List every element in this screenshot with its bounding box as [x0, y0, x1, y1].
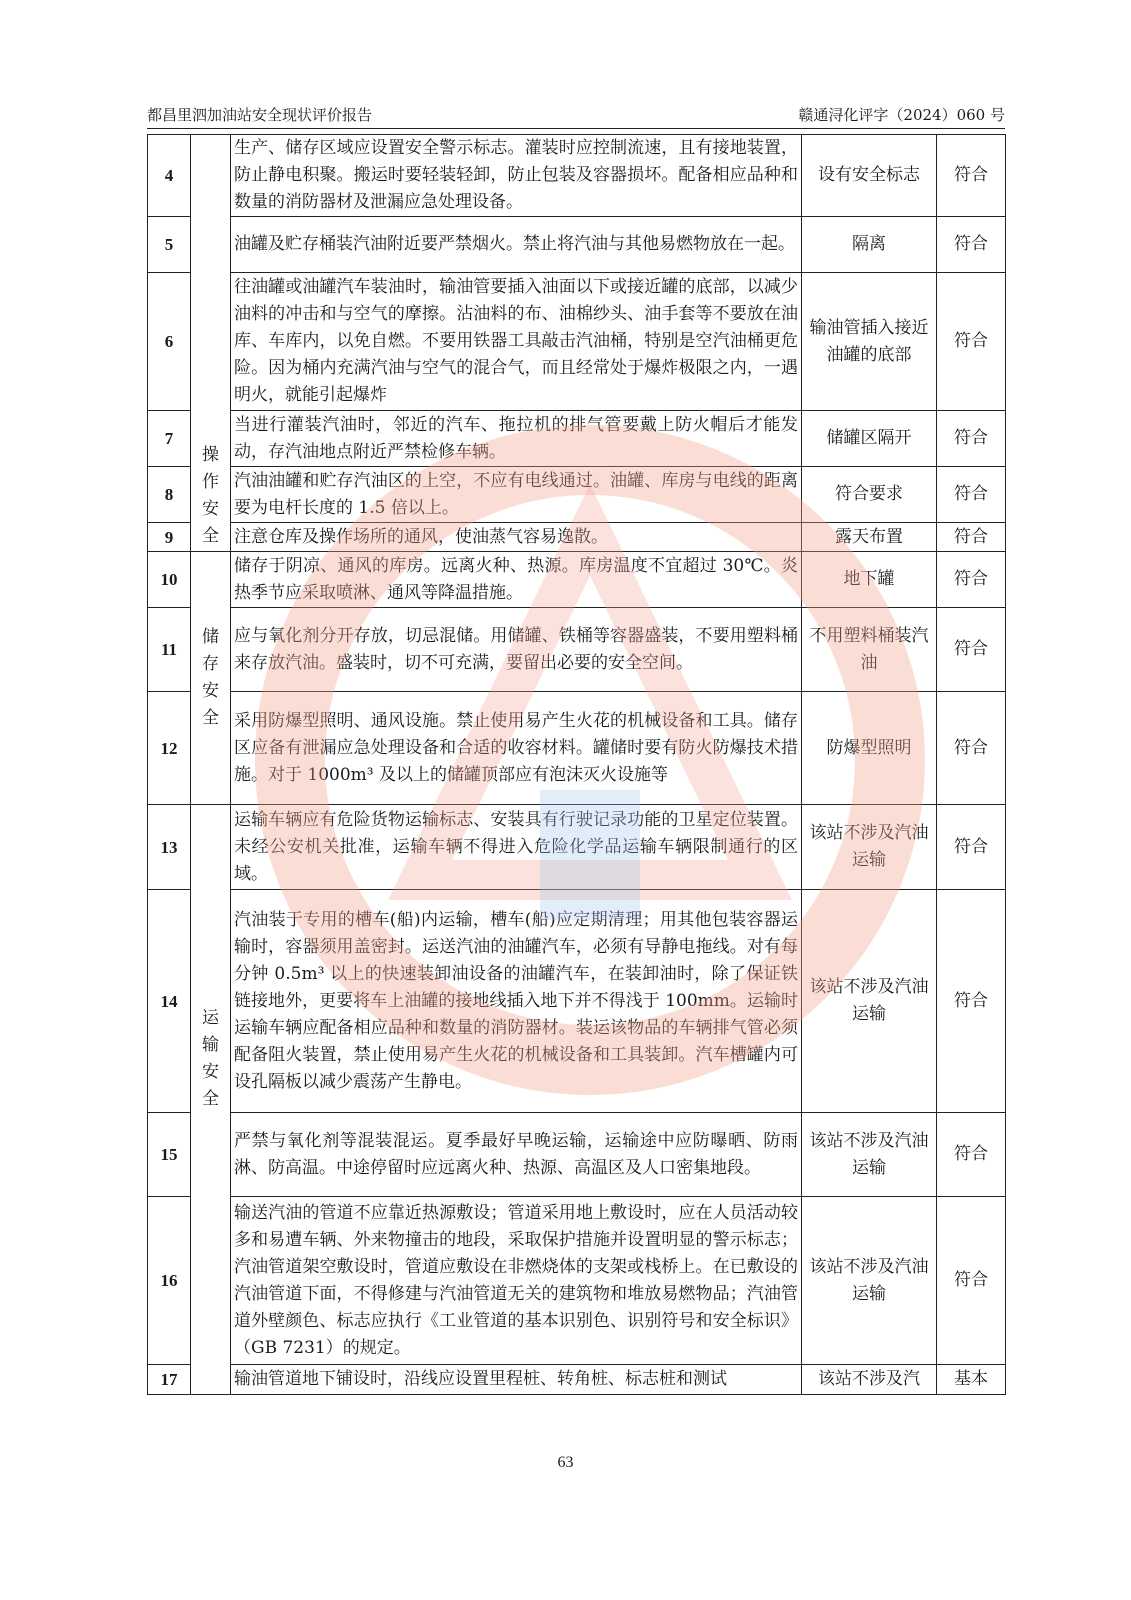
category-cell	[191, 552, 231, 805]
result-cell: 符合	[937, 608, 1006, 692]
result-cell: 符合	[937, 692, 1006, 805]
requirement-cell: 汽油油罐和贮存汽油区的上空，不应有电线通过。油罐、库房与电线的距离要为电杆长度的 1.5 倍以上。	[231, 467, 802, 523]
row-number: 6	[148, 273, 191, 411]
requirement-cell: 生产、储存区域应设置安全警示标志。灌装时应控制流速，且有接地装置，防止静电积聚。搬运时要轻装轻卸，防止包装及容器损坏。配备相应品种和数量的消防器材及泄漏应急处理设备。	[231, 135, 802, 217]
row-number: 9	[148, 523, 191, 552]
requirement-cell: 储存于阴凉、通风的库房。远离火种、热源。库房温度不宜超过 30℃。炎热季节应采取喷淋、通风等降温措施。	[231, 552, 802, 608]
safety-check-table	[147, 134, 1006, 1395]
situation-cell: 该站不涉及汽油运输	[802, 805, 937, 890]
situation-cell: 露天布置	[802, 523, 937, 552]
situation-cell: 符合要求	[802, 467, 937, 523]
result-cell: 符合	[937, 805, 1006, 890]
requirement-cell: 当进行灌装汽油时，邻近的汽车、拖拉机的排气管要戴上防火帽后才能发动，存汽油地点附近严禁检修车辆。	[231, 411, 802, 467]
result-cell: 基本	[937, 1365, 1006, 1395]
situation-cell: 不用塑料桶装汽油	[802, 608, 937, 692]
category-label: 运输安全	[202, 1008, 219, 1109]
row-number: 16	[148, 1197, 191, 1365]
result-cell: 符合	[937, 273, 1006, 411]
table-row	[148, 523, 1006, 552]
situation-cell: 储罐区隔开	[802, 411, 937, 467]
table-row	[148, 411, 1006, 467]
table-row	[148, 608, 1006, 692]
category-label: 储存安全	[202, 627, 219, 728]
header-divider	[147, 128, 1005, 129]
requirement-cell: 严禁与氧化剂等混装混运。夏季最好早晚运输，运输途中应防曝晒、防雨淋、防高温。中途停留时应远离火种、热源、高温区及人口密集地段。	[231, 1113, 802, 1197]
row-number: 14	[148, 890, 191, 1113]
page-header	[147, 104, 1005, 126]
table-row	[148, 217, 1006, 273]
table-row	[148, 273, 1006, 411]
row-number: 4	[148, 135, 191, 217]
requirement-cell: 油罐及贮存桶装汽油附近要严禁烟火。禁止将汽油与其他易燃物放在一起。	[231, 217, 802, 273]
table-row	[148, 805, 1006, 890]
situation-cell: 该站不涉及汽油运输	[802, 890, 937, 1113]
situation-cell: 该站不涉及汽油运输	[802, 1197, 937, 1365]
result-cell: 符合	[937, 552, 1006, 608]
report-number: 赣通浔化评字（2024）060 号	[798, 106, 1005, 124]
requirement-cell: 运输车辆应有危险货物运输标志、安装具有行驶记录功能的卫星定位装置。未经公安机关批准，运输车辆不得进入危险化学品运输车辆限制通行的区域。	[231, 805, 802, 890]
result-cell: 符合	[937, 411, 1006, 467]
table-row	[148, 1113, 1006, 1197]
row-number: 10	[148, 552, 191, 608]
requirement-cell: 汽油装于专用的槽车(船)内运输，槽车(船)应定期清理；用其他包装容器运输时，容器须用盖密封。运送汽油的油罐汽车，必须有导静电拖线。对有每分钟 0.5m³ 以上的快速装卸油设备的油罐汽车，在装卸油时，除了保证铁链接地外，更要将车上油罐的接地线插入地下并不得浅于 100mm。运输时运输车辆应配备相应品种和数量的消防器材。装运该物品的车辆排气管必须配备阻火装置，禁止使用易产生火花的机械设备和工具装卸。汽车槽罐内可设孔隔板以减少震荡产生静电。	[231, 890, 802, 1113]
situation-cell: 输油管插入接近油罐的底部	[802, 273, 937, 411]
table-row	[148, 467, 1006, 523]
report-title: 都昌里泗加油站安全现状评价报告	[147, 106, 373, 124]
row-number: 11	[148, 608, 191, 692]
table-row	[148, 135, 1006, 217]
row-number: 13	[148, 805, 191, 890]
category-label: 操作安全	[202, 445, 219, 546]
situation-cell: 隔离	[802, 217, 937, 273]
result-cell: 符合	[937, 135, 1006, 217]
situation-cell: 防爆型照明	[802, 692, 937, 805]
row-number: 15	[148, 1113, 191, 1197]
category-cell	[191, 805, 231, 1395]
requirement-cell: 输送汽油的管道不应靠近热源敷设；管道采用地上敷设时，应在人员活动较多和易遭车辆、外来物撞击的地段，采取保护措施并设置明显的警示标志；汽油管道架空敷设时，管道应敷设在非燃烧体的支架或栈桥上。在已敷设的汽油管道下面，不得修建与汽油管道无关的建筑物和堆放易燃物品；汽油管道外壁颜色、标志应执行《工业管道的基本识别色、识别符号和安全标识》（GB 7231）的规定。	[231, 1197, 802, 1365]
result-cell: 符合	[937, 467, 1006, 523]
result-cell: 符合	[937, 217, 1006, 273]
situation-cell: 地下罐	[802, 552, 937, 608]
table-row	[148, 1197, 1006, 1365]
result-cell: 符合	[937, 523, 1006, 552]
row-number: 12	[148, 692, 191, 805]
category-cell	[191, 135, 231, 552]
row-number: 5	[148, 217, 191, 273]
result-cell: 符合	[937, 1197, 1006, 1365]
row-number: 8	[148, 467, 191, 523]
requirement-cell: 应与氧化剂分开存放，切忌混储。用储罐、铁桶等容器盛装，不要用塑料桶来存放汽油。盛装时，切不可充满，要留出必要的安全空间。	[231, 608, 802, 692]
situation-cell: 该站不涉及汽油运输	[802, 1113, 937, 1197]
result-cell: 符合	[937, 890, 1006, 1113]
page-number: 63	[557, 1454, 574, 1471]
result-cell: 符合	[937, 1113, 1006, 1197]
requirement-cell: 输油管道地下铺设时，沿线应设置里程桩、转角桩、标志桩和测试	[231, 1365, 802, 1395]
row-number: 7	[148, 411, 191, 467]
table-row	[148, 890, 1006, 1113]
row-number: 17	[148, 1365, 191, 1395]
requirement-cell: 注意仓库及操作场所的通风，使油蒸气容易逸散。	[231, 523, 802, 552]
requirement-cell: 往油罐或油罐汽车装油时，输油管要插入油面以下或接近罐的底部，以减少油料的冲击和与空气的摩擦。沾油料的布、油棉纱头、油手套等不要放在油库、车库内，以免自燃。不要用铁器工具敲击汽油桶，特别是空汽油桶更危险。因为桶内充满汽油与空气的混合气，而且经常处于爆炸极限之内，一遇明火，就能引起爆炸	[231, 273, 802, 411]
requirement-cell: 采用防爆型照明、通风设施。禁止使用易产生火花的机械设备和工具。储存区应备有泄漏应急处理设备和合适的收容材料。罐储时要有防火防爆技术措施。对于 1000m³ 及以上的储罐顶部应有泡沫灭火设施等	[231, 692, 802, 805]
table-row	[148, 692, 1006, 805]
table-row	[148, 552, 1006, 608]
situation-cell: 设有安全标志	[802, 135, 937, 217]
situation-cell: 该站不涉及汽	[802, 1365, 937, 1395]
table-row	[148, 1365, 1006, 1395]
